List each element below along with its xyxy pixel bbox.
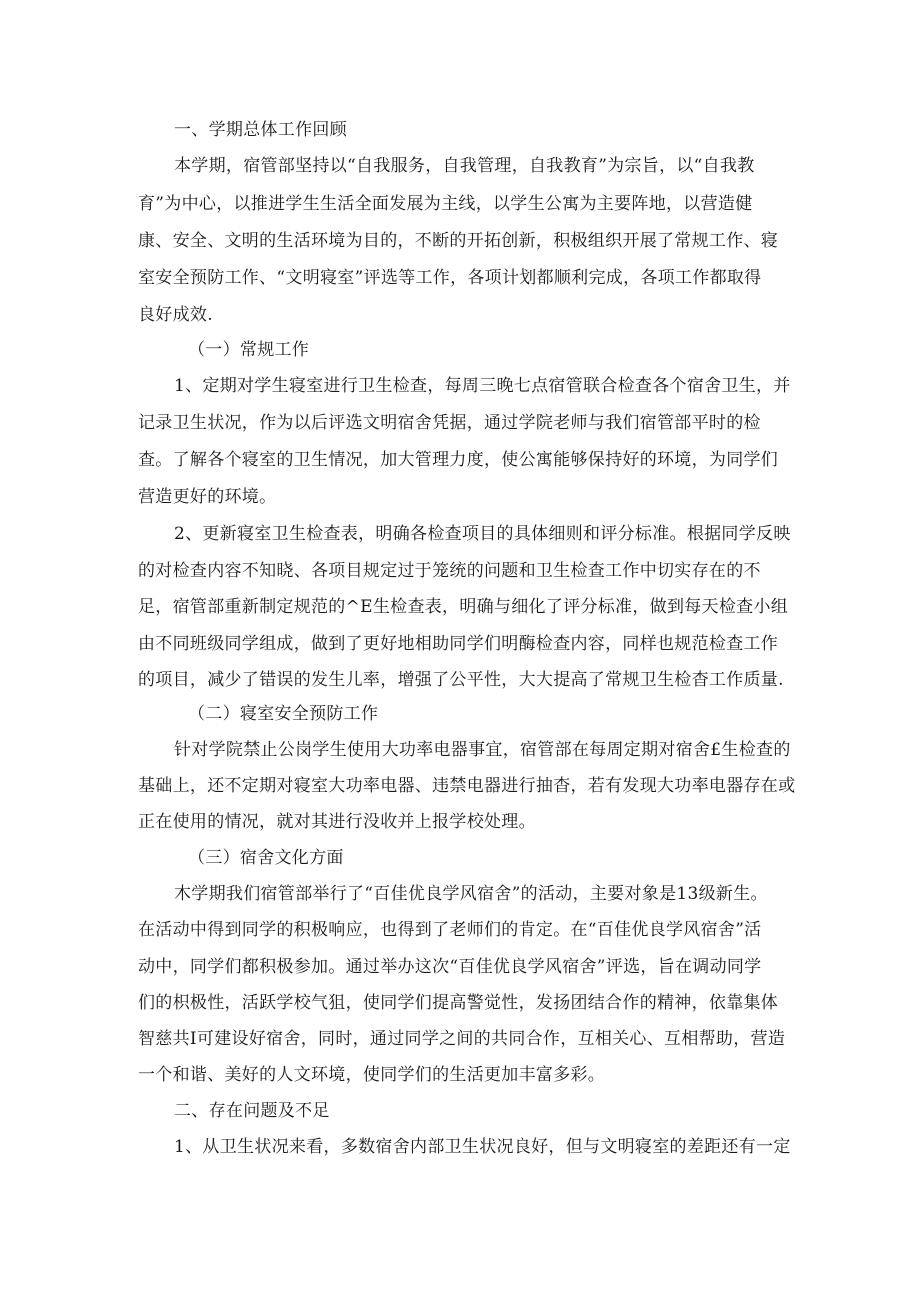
- subsection-heading: （二）寝室安全预防工作: [188, 704, 379, 724]
- paragraph-line: 木学期我们宿管部举行了“百佳优良学风宿舍”的活动，主要对象是13级新生。: [174, 884, 768, 904]
- paragraph-line: 在活动中得到同学的积极响应，也得到了老师们的肯定。在“百佳优良学风宿舍”活: [138, 920, 762, 940]
- paragraph-line: 一个和谐、美好的人文环境，使同学们的生活更加丰富多彩。: [138, 1065, 606, 1085]
- paragraph-line: 们的枳极性，活跃学校气狙，使同学们提高警觉性，发扬团结合作的精神，依靠集体: [138, 993, 779, 1013]
- paragraph-line: 营造更好的环境。: [138, 487, 277, 507]
- paragraph-line: 的项目，减少了错误的发生儿率，增强了公平性，大大提高了常规卫生检杳工作质量.: [138, 670, 784, 690]
- paragraph-line: 记录卫生状况，作为以后评选文明宿舍凭据，通过学院老师与我们宿管部平时的检: [138, 413, 761, 433]
- subsection-heading: （三）宿舍文化方面: [188, 848, 344, 868]
- section-heading: 二、存在问题及不足: [174, 1101, 330, 1121]
- paragraph-line: 康、安全、文明的生活环境为目的，不断的开拓创新，积极组织开展了常规工作、寝: [138, 231, 779, 251]
- paragraph-line: 正在使用的情况，就对其进行没收并上报学校处理。: [138, 812, 536, 832]
- paragraph-line: 动中，同学们都积极参加。通过举办这次“百佳优良学风宿舍”评选，旨在调动同学: [138, 957, 762, 977]
- paragraph-line: 2、更新寝室卫生检查表，明确各检查项目的具体细则和评分标准。根据同学反映: [174, 524, 791, 544]
- paragraph-line: 1、从卫生状况来看，多数宿舍内部卫生状况良好，但与文明寝室的差距还有一定: [174, 1137, 791, 1157]
- paragraph-line: 查。了解各个寝室的卫生情况，加大管理力度，使公寓能够保持好的环境，为同学们: [138, 450, 779, 470]
- subsection-heading: （一）常规工作: [188, 340, 310, 360]
- paragraph-line: 基础上，还不定期对寝室大功率电器、违禁电器进行抽杳，若有发现大功率电器存在或: [138, 776, 796, 796]
- paragraph-line: 的对检查内容不知晓、各项目规定过于笼统的问题和卫生检查工作中切实存在的不: [138, 561, 761, 581]
- paragraph-line: 智慈共I可建设好宿舍，同时，通过同学之间的共同合作，互相关心、互相帮助，营造: [138, 1029, 786, 1049]
- section-heading: 一、学期总体工作回顾: [174, 120, 347, 140]
- paragraph-line: 1、定期对学生寝室进行卫生检查，每周三晚七点宿管联合检查各个宿舍卫生，并: [174, 376, 791, 396]
- paragraph-line: 足，宿管部重新制定规范的^E生检查表，明确与细化了评分标准，做到每天检查小组: [138, 597, 789, 617]
- paragraph-line: 由不同班级同学组成，做到了更好地相助同学们明酶检查内容，同样也规范检查工作: [138, 634, 779, 654]
- paragraph-line: 本学期，宿管部坚持以“自我服务，自我管理，自我教育”为宗旨，以“自我教: [174, 156, 755, 176]
- paragraph-line: 良好成效.: [138, 305, 213, 325]
- paragraph-line: 室安全预防工作、“文明寝室”评选等工作，各项计划都顺利完成，各项工作都取得: [138, 268, 762, 288]
- paragraph-line: 育”为中心，以推进学生生活全面发展为主线，以学生公寓为主要阵地，以营造健: [138, 194, 753, 214]
- paragraph-line: 针对学院禁止公岗学生使用大功率电器事宜，宿管部在每周定期对宿舍£生检查的: [174, 740, 791, 760]
